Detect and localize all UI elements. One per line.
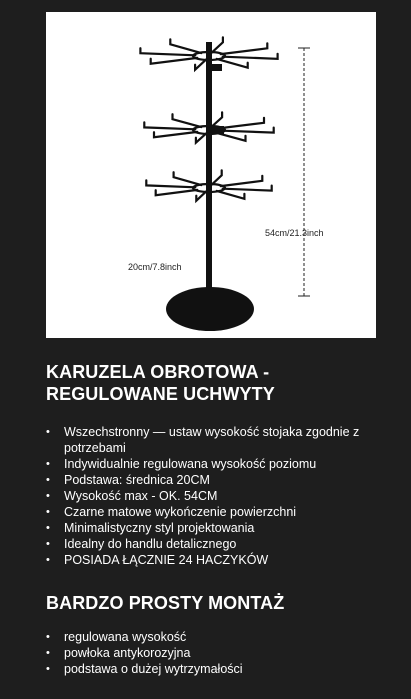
- hook: [223, 54, 278, 59]
- hook: [195, 59, 206, 69]
- hook: [223, 186, 272, 191]
- list-item: • powłoka antykorozyjna: [46, 645, 386, 661]
- height-knob: [212, 126, 224, 134]
- hook: [170, 39, 201, 53]
- section-title-carousel: KARUZELA OBROTOWA - REGULOWANE UCHWYTY: [46, 362, 275, 404]
- rack-pole: [206, 42, 212, 300]
- product-image: [46, 12, 376, 338]
- hook: [174, 172, 202, 185]
- list-item: • Minimalistyczny styl projektowania: [46, 520, 386, 536]
- hook: [173, 114, 202, 127]
- hook: [223, 128, 274, 133]
- hook: [196, 133, 206, 142]
- list-item: • Idealny do handlu detalicznego: [46, 536, 386, 552]
- height-knob: [212, 64, 222, 71]
- list-item: • Wysokość max - OK. 54CM: [46, 488, 386, 504]
- hook: [217, 191, 245, 199]
- list-item: • POSIADA ŁĄCZNIE 24 HACZYKÓW: [46, 552, 386, 568]
- hook: [151, 58, 198, 64]
- list-item: • Indywidualnie regulowana wysokość poziomu: [46, 456, 386, 472]
- list-item: • Wszechstronny — ustaw wysokość stojaka zgodnie z potrzebami: [46, 424, 386, 456]
- hook: [156, 190, 198, 195]
- list-item: • regulowana wysokość: [46, 629, 386, 645]
- hook: [217, 133, 246, 141]
- hook: [196, 191, 206, 200]
- hook: [212, 37, 223, 52]
- assembly-list: [46, 629, 386, 677]
- hook: [221, 118, 264, 128]
- list-item: • podstawa o dużej wytrzymałości: [46, 661, 386, 677]
- height-label: 54cm/21.3inch: [265, 228, 324, 238]
- hook: [221, 43, 268, 54]
- base-label: 20cm/7.8inch: [128, 262, 182, 272]
- hook: [212, 170, 222, 184]
- hook: [221, 176, 263, 186]
- hook: [154, 132, 197, 137]
- feature-list: [46, 424, 386, 568]
- list-item: • Czarne matowe wykończenie powierzchni: [46, 504, 386, 520]
- list-item: • Podstawa: średnica 20CM: [46, 472, 386, 488]
- rack-illustration: [46, 12, 376, 338]
- hook: [212, 112, 222, 126]
- section-title-assembly: BARDZO PROSTY MONTAŻ: [46, 593, 285, 613]
